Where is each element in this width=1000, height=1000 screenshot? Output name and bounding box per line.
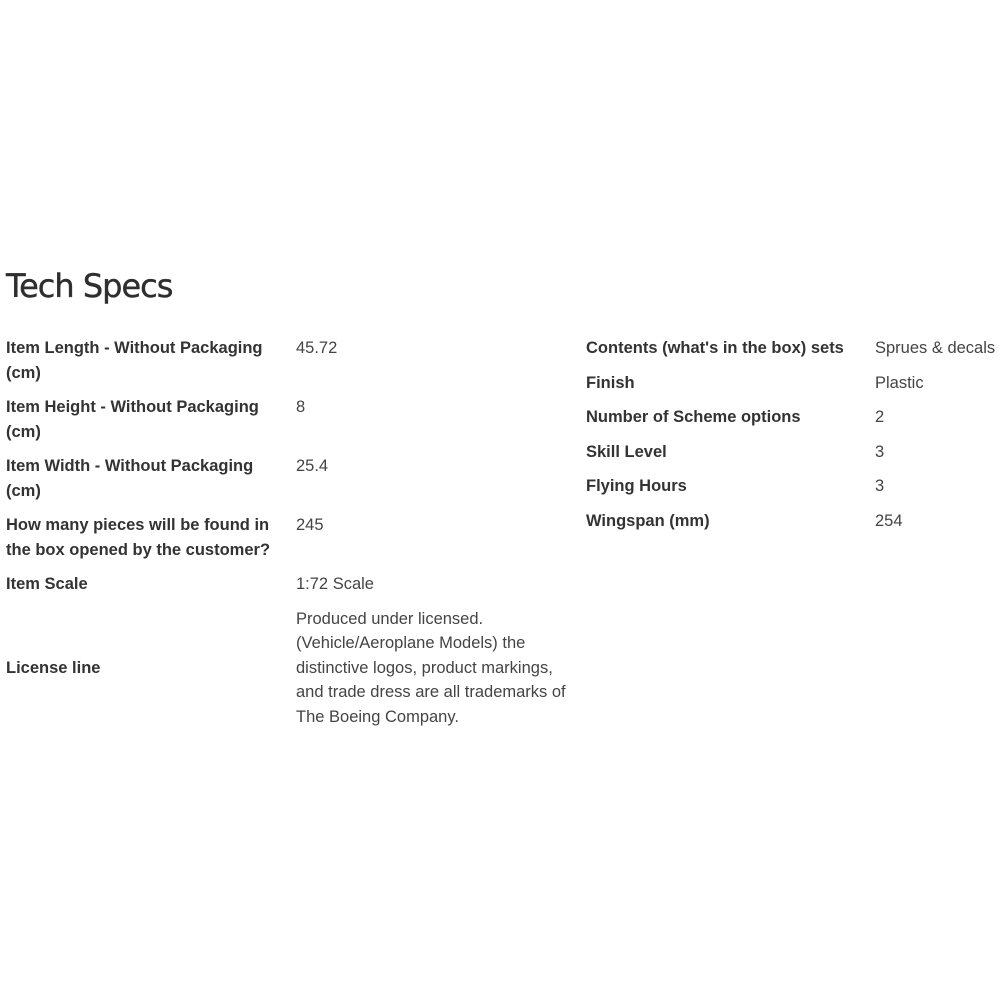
page-title: Tech Specs [6, 267, 173, 305]
spec-row-item-scale [6, 572, 578, 607]
spec-row-scheme-options [586, 405, 1000, 440]
spec-value: 254 [875, 511, 903, 530]
spec-value: 45.72 [296, 339, 338, 357]
spec-label: Finish [586, 373, 635, 392]
spec-label: License line [6, 658, 101, 677]
spec-value: 245 [296, 516, 324, 534]
spec-row-piece-count [6, 513, 578, 572]
spec-label: Wingspan (mm) [586, 511, 710, 530]
spec-row-license-line [6, 607, 578, 730]
spec-row-item-width [6, 454, 578, 513]
spec-value: 2 [875, 408, 885, 426]
spec-label: Item Height - Without Packaging (cm) [6, 398, 259, 441]
spec-row-flying-hours [586, 474, 1000, 509]
spec-label: How many pieces will be found in the box opened by the customer? [6, 516, 271, 559]
spec-label: Skill Level [586, 442, 667, 461]
spec-value: 1:72 Scale [296, 575, 374, 593]
spec-row-item-height [6, 395, 578, 454]
spec-row-wingspan [586, 509, 1000, 544]
spec-row-finish [586, 371, 1000, 406]
tech-specs-table-right [586, 336, 1000, 543]
spec-label: Item Length - Without Packaging (cm) [6, 339, 263, 382]
spec-value: 3 [875, 442, 885, 461]
spec-value: Produced under licensed. (Vehicle/Aeroplane Models) the distinctive logos, product markings, and trade dress are all trademarks of The Boeing Company. [296, 609, 566, 726]
tech-specs-table-left [6, 336, 578, 729]
spec-label: Flying Hours [586, 477, 687, 495]
spec-row-skill-level [586, 440, 1000, 475]
spec-label: Item Scale [6, 575, 88, 593]
spec-label: Item Width - Without Packaging (cm) [6, 457, 254, 500]
spec-value: 25.4 [296, 457, 329, 475]
spec-value: Plastic [875, 373, 924, 392]
spec-label: Number of Scheme options [586, 408, 801, 426]
spec-value: Sprues & decals [875, 339, 996, 357]
spec-value: 8 [296, 398, 306, 416]
spec-label: Contents (what's in the box) sets [586, 339, 844, 357]
spec-row-contents [586, 336, 1000, 371]
spec-value: 3 [875, 477, 885, 495]
spec-row-item-length [6, 336, 578, 395]
